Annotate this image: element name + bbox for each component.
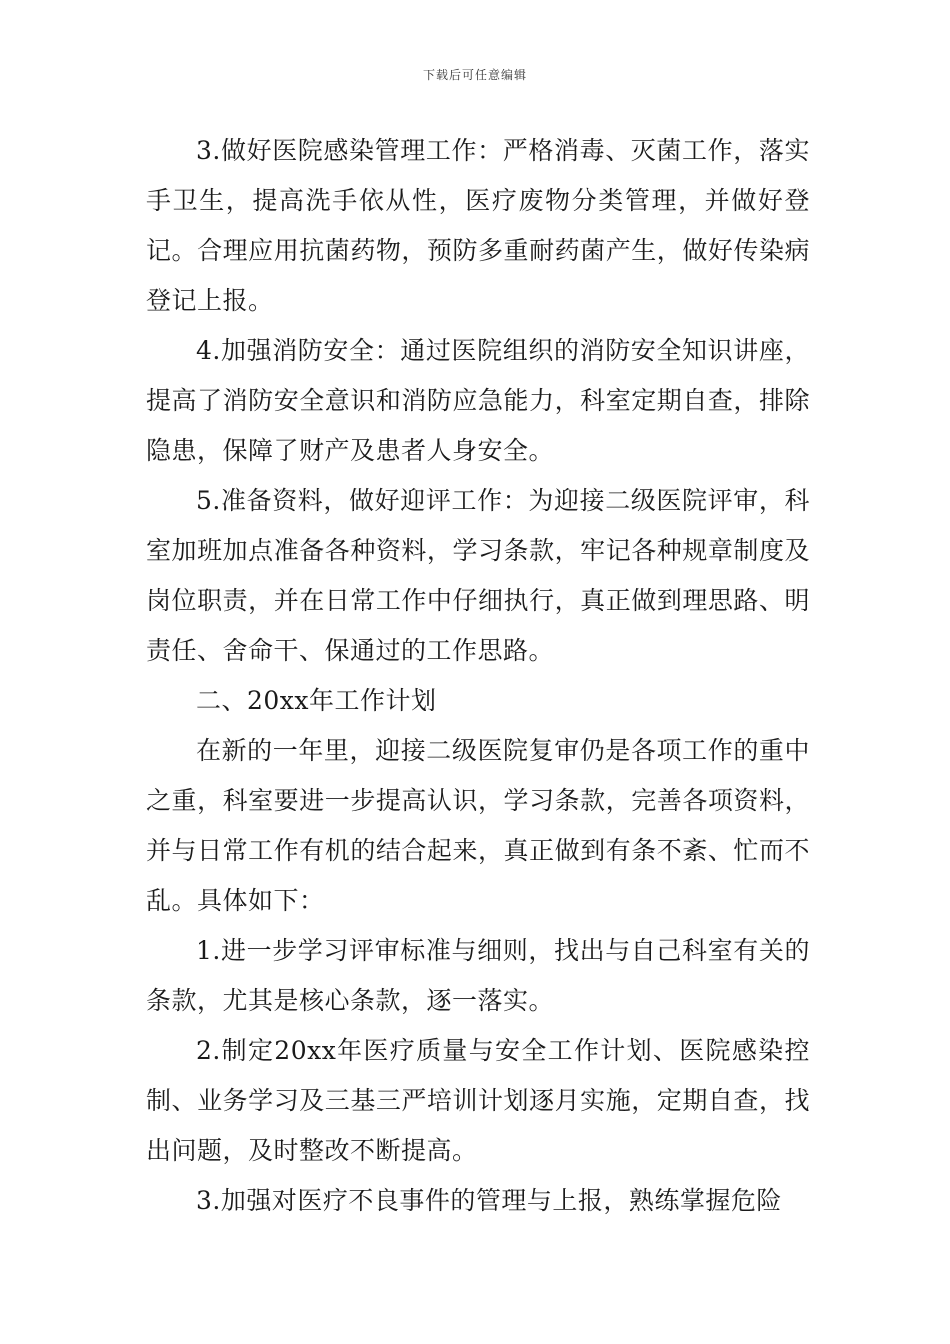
document-body [146, 126, 810, 1226]
paragraph-new-year-intro: 在新的一年里，迎接二级医院复审仍是各项工作的重中之重，科室要进一步提高认识，学习条款，完善各项资料，并与日常工作有机的结合起来，真正做到有条不紊、忙而不乱。具体如下： [146, 736, 810, 915]
paragraph-prepare-materials: 5.准备资料，做好迎评工作：为迎接二级医院评审，科室加班加点准备各种资料，学习条款，牢记各种规章制度及岗位职责，并在日常工作中仔细执行，真正做到理思路、明责任、舍命干、保通过的工作思路。 [146, 486, 810, 665]
paragraph-infection-control: 3.做好医院感染管理工作：严格消毒、灭菌工作，落实手卫生，提高洗手依从性，医疗废物分类管理，并做好登记。合理应用抗菌药物，预防多重耐药菌产生，做好传染病登记上报。 [146, 136, 810, 315]
header-note: 下载后可任意编辑 [422, 68, 527, 82]
paragraph-plan-item-1: 1.进一步学习评审标准与细则，找出与自己科室有关的条款，尤其是核心条款，逐一落实。 [146, 936, 810, 1015]
paragraph-plan-item-2: 2.制定20xx年医疗质量与安全工作计划、医院感染控制、业务学习及三基三严培训计划逐月实施，定期自查，找出问题，及时整改不断提高。 [146, 1036, 810, 1165]
paragraph-fire-safety: 4.加强消防安全：通过医院组织的消防安全知识讲座，提高了消防安全意识和消防应急能力，科室定期自查，排除隐患，保障了财产及患者人身安全。 [146, 336, 810, 465]
paragraph-plan-item-3: 3.加强对医疗不良事件的管理与上报，熟练掌握危险 [196, 1186, 782, 1215]
section-heading-work-plan: 二、20xx年工作计划 [196, 686, 437, 715]
